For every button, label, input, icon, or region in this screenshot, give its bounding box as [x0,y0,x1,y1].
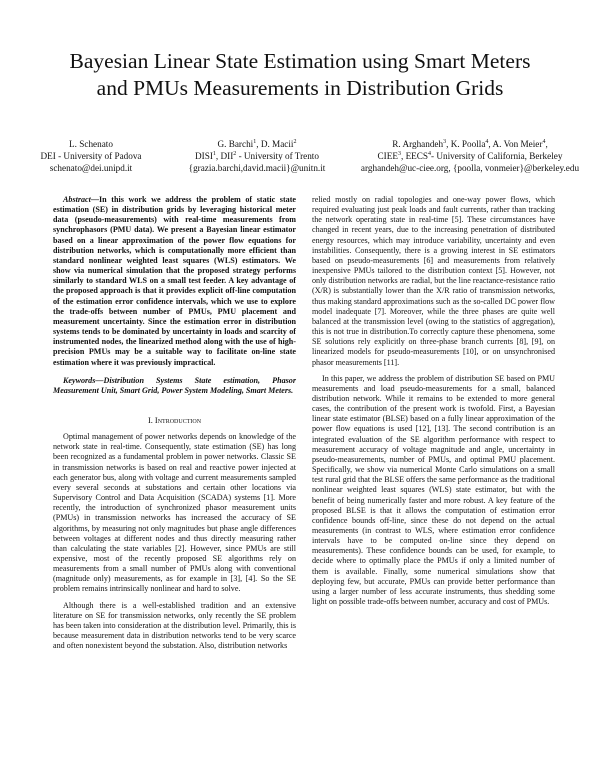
title-line-1: Bayesian Linear State Estimation using Smart Meters [69,49,531,73]
intro-paragraph-2: Although there is a well-established tradition and an extensive literature on SE for transmission networks, only recently the SE problem has been taken into consideration at the distribution level. Primarily, this is because measurement data in distribution networks tend to be very scarce and often nonexistent beyond the substation. Also, distribution networks [53,600,296,651]
paper-title [0,48,600,102]
keywords-text: —Distribution Systems State estimation, Phasor Measurement Unit, Smart Grid, Power System Modeling, Smart Meters. [53,375,296,395]
author-2 [162,138,352,174]
intro-paragraph-1: Optimal management of power networks depends on knowledge of the network state in real-time. Consequently, state estimation (SE) has long been recognized as a fundamental problem in power networks. Classic SE in transmission networks is based on real and reactive power injected at each generator bus, along with voltage and current measurements sampled every several seconds at substations and certain other locations via Supervisory Control and Data Acquisition (SCADA) systems [1]. More recently, the introduction of synchronized phasor measurement units (PMUs) in transmission networks has increased the accuracy of SE algorithms, by measuring not only magnitudes but phase angle differences between voltages at different nodes and thus directly measuring rather than calculating the state variables [2]. However, since PMUs are still expensive, most of the recently proposed SE algorithms rely on measurements from a small number of PMUs along with conventional (magnitude only) measurements, as for example in [3], [4]. So the SE problem remains intrinsically nonlinear and hard to solve. [53,432,296,594]
left-column [53,195,296,657]
intro-paragraph-3: relied mostly on radial topologies and one-way power flows, which required evaluating just peak loads and fault currents, rather than tracking the network operating state in real-time [5]. These circumstances have changed in recent years, due to the increasing penetration of distributed energy resources, which may introduce variability, uncertainty and even instabilities. Consequently, there is a growing interest in SE estimators based on pseudo-measurements [6] and measurements from relatively inexpensive PMUs tailored to the distribution context [5]. However, not only distribution networks are radial, but the line reactance-resistance ratio (X/R) is substantially lower than the X/R ratio of transmission networks, thus making standard approximations such as the so-called DC power flow model inadequate [7]. Moreover, while the three phases are quite well balanced at the transmission level (owing to the statistics of aggregation), this is not true in distribution.To correctly capture these phenomena, some SE solutions rely explicitly on three-phase branch currents [8], [9], on linearized models for pseudo-measurements [10], or on unsynchronised phasor measurements [11]. [312,195,555,367]
author-3 [354,138,586,174]
abstract-text: —In this work we address the problem of static state estimation (SE) in distribution grids by leveraging historical meter data (pseudo-measurements) with real-time measurements from synchrophasors (PMU data). We present a Bayesian linear estimator based on a linear approximation of the power flow equations for distribution networks, which is computationally more efficient than standard nonlinear weighted least squares (WLS) estimators. We show via numerical simulation that the proposed strategy performs similarly to standard WLS on a small test feeder. A key advantage of the proposed approach is that it provides explicit off-line computation of the estimation error confidence intervals, which we use to explore the trade-offs between number of PMUs, PMU placement and measurement uncertainty. Since the estimation error in distribution systems tends to be dominated by uncertainty in loads and scarcity of instrumented nodes, the linearized method along with the use of high-precision PMUs may be a suitable way to facilitate on-line state estimation where it was previously impractical. [53,195,296,367]
intro-paragraph-4: In this paper, we address the problem of distribution SE based on PMU measurements and load pseudo-measurements for a small, balanced distribution network. While it remains to be extended to more general cases, the contribution of the present work is twofold. First, a Bayesian linear state estimator (BLSE) based on a fully linear approximation of the power flow equations is used [12], [13]. The second contribution is an integrated evaluation of the SE algorithm performance with respect to measurement accuracy of voltage magnitude and angle, uncertainty in pseudo-measurements, number of PMUs, and optimal PMU placement. Specifically, we show via numerical Monte Carlo simulations on a small test rural grid that the BLSE offers the same performance as the traditional nonlinear weighted least squares (WLS) state estimator, but with the benefit of being numerically faster and more robust. A key feature of the proposed BLSE is that it allows the computation of estimation error confidence bounds off-line, since these do not depend on the actual measurements (in contrast to WLS, where estimation error confidence intervals have to be computed on-line since they depend on measurements). These confidence bounds can be used, for example, to decide where to optimally place the PMUs if only a limited number of them is available. Finally, some numerical simulations show that deploying few, but accurate, PMUs can provide better performance than using a larger number of less accurate instruments, thus shedding some light on possible trade-offs between number, accuracy and cost of PMUs. [312,373,555,607]
title-line-2: and PMUs Measurements in Distribution Grids [96,76,504,100]
author-2-affiliation: DISI$^1$, DII$^2$ - University of Trento [195,150,319,161]
keywords [53,376,296,396]
author-1-name: L. Schenato [69,139,113,149]
section-heading: I. Introduction [147,415,202,425]
author-1 [16,138,166,174]
abstract-lead: Abstract [63,195,91,204]
author-2-name: G. Barchi$^1$, D. Macii$^2$ [217,138,297,149]
abstract [53,195,296,368]
right-column [312,195,555,613]
author-3-affiliation: CIEE$^3$, EECS$^4$- University of California, Berkeley [377,150,563,161]
author-3-name: R. Arghandeh$^3$, K. Poolla$^4$, A. Von Meier$^4$, [392,138,548,149]
author-1-email: schenato@dei.unipd.it [49,163,133,173]
author-1-affiliation: DEI - University of Padova [40,151,142,161]
keywords-lead: Keywords [63,375,96,385]
author-3-email: arghandeh@uc-ciee.org, {poolla, vonmeier}@berkeley.edu [360,163,580,173]
author-2-email: {grazia.barchi,david.macii}@unitn.it [188,163,326,173]
author-block [0,138,600,184]
